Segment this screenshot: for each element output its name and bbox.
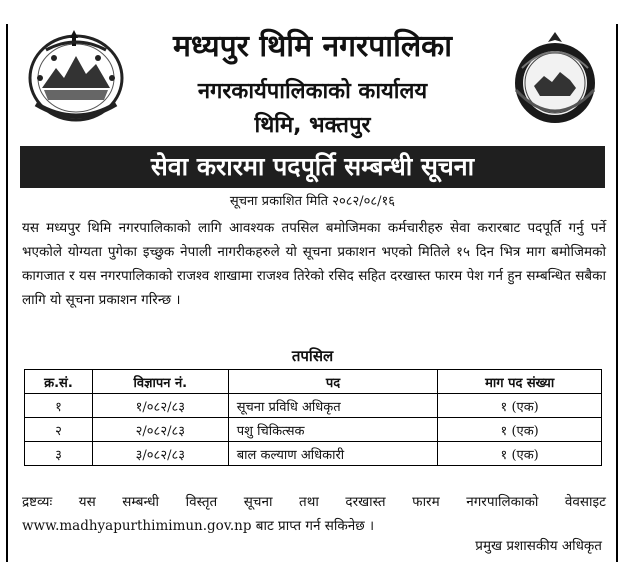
- nepal-emblem-icon: [24, 28, 128, 126]
- cell-ad-number: ३/०८२/८३: [92, 442, 228, 466]
- organization-name: मध्यपुर थिमि नगरपालिका: [172, 29, 452, 64]
- note-text: द्रष्टव्यः यस सम्बन्धी विस्तृत सूचना तथा दरखास्त फारम नगरपालिकाको वेवसाइट www.madhyapurthimimun.gov.np बाट प्राप्त गर्न सकिनेछ ।: [22, 494, 606, 534]
- vacancy-table: [24, 369, 602, 466]
- notice-title-banner: सेवा करारमा पदपूर्ति सम्बन्धी सूचना: [20, 146, 605, 188]
- cell-count: १ (एक): [438, 442, 602, 466]
- table-row: [25, 418, 602, 442]
- municipality-seal-icon: [510, 28, 600, 128]
- col-header-serial: क्र.सं.: [25, 370, 93, 394]
- signatory-title: प्रमुख प्रशासकीय अधिकृत: [475, 538, 602, 554]
- col-header-ad-number: विज्ञापन नं.: [92, 370, 228, 394]
- cell-count: १ (एक): [438, 418, 602, 442]
- cell-serial: १: [25, 394, 93, 418]
- cell-post: पशु चिकित्सक: [228, 418, 438, 442]
- cell-post: बाल कल्याण अधिकारी: [228, 442, 438, 466]
- cell-serial: २: [25, 418, 93, 442]
- details-heading: तपसिल: [291, 347, 334, 365]
- right-border-line: [616, 24, 618, 562]
- cell-serial: ३: [25, 442, 93, 466]
- col-header-count: माग पद संख्या: [438, 370, 602, 394]
- table-row: [25, 442, 602, 466]
- office-address: थिमि, भक्तपुर: [254, 113, 371, 138]
- office-name: नगरकार्यपालिकाको कार्यालय: [197, 79, 428, 104]
- left-border-line: [6, 24, 8, 562]
- cell-count: १ (एक): [438, 394, 602, 418]
- cell-ad-number: २/०८२/८३: [92, 418, 228, 442]
- table-row: [25, 394, 602, 418]
- table-header-row: [25, 370, 602, 394]
- published-date: सूचना प्रकाशित मिति २०८२/०८/१६: [229, 194, 396, 209]
- cell-ad-number: १/०८२/८३: [92, 394, 228, 418]
- cell-post: सूचना प्रविधि अधिकृत: [228, 394, 438, 418]
- notice-body: यस मध्यपुर थिमि नगरपालिकाको लागि आवश्यक तपसिल बमोजिमका कर्मचारीहरु सेवा करारबाट पदपूर्ति गर्नु पर्ने भएकोले योग्यता पुगेका इच्छुक नेपाली नागरीकहरुले यो सूचना प्रकाशन भएको मितिले १५ दिन भित्र माग बमोजिमको कागजात र यस नगरपालिकाको राजश्व शाखामा राजश्व तिरेको रसिद सहित दरखास्त फारम पेश गर्न हुन सम्बन्धित सबैका लागि यो सूचना प्रकाशन गरिन्छ ।: [22, 220, 606, 308]
- col-header-post: पद: [228, 370, 438, 394]
